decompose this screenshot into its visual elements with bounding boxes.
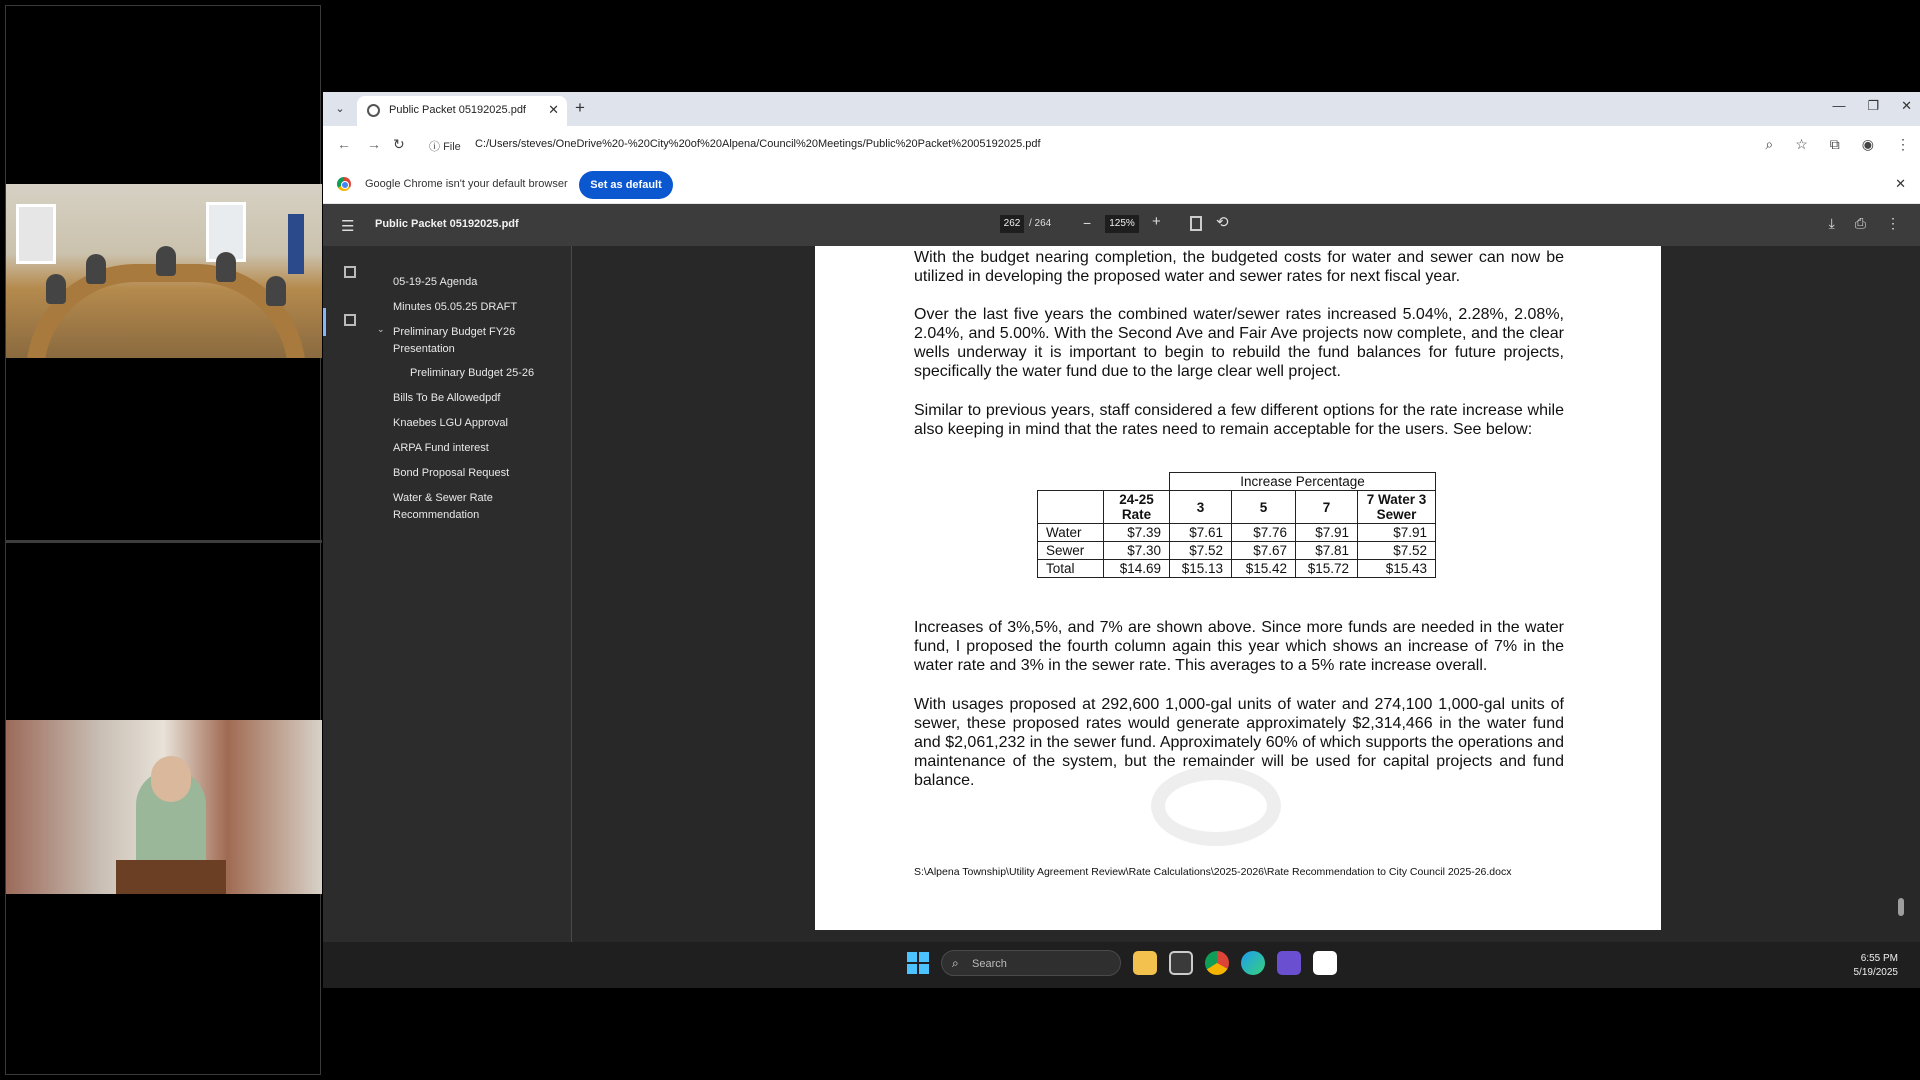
- col-header: 3: [1170, 491, 1232, 524]
- clock-date: 5/19/2025: [1853, 967, 1898, 978]
- pdf-actions: [1829, 215, 1900, 232]
- outline-item[interactable]: Bond Proposal Request: [393, 467, 510, 479]
- new-tab-icon[interactable]: +: [575, 98, 585, 117]
- outline-icon[interactable]: [344, 314, 356, 326]
- col-header: 24-25 Rate: [1104, 491, 1170, 524]
- search-icon: ⌕: [952, 956, 959, 970]
- fit-page-icon[interactable]: [1190, 216, 1202, 231]
- system-clock[interactable]: [1854, 952, 1899, 980]
- puzzle-icon[interactable]: ⧉: [1829, 136, 1840, 152]
- profile-icon[interactable]: ◉: [1861, 136, 1874, 152]
- col-header: 5: [1232, 491, 1296, 524]
- paragraph: Similar to previous years, staff considered a few different options for the rate increase while also keeping in mind that the rates need to remain acceptable for the users. See below:: [914, 402, 1564, 438]
- reload-icon[interactable]: ↻: [393, 136, 405, 152]
- pdf-page-area[interactable]: [573, 246, 1908, 942]
- page-number-input[interactable]: 262: [1000, 215, 1024, 233]
- set-as-default-button[interactable]: Set as default: [579, 171, 673, 199]
- windows-start-icon[interactable]: [907, 952, 929, 974]
- chevron-down-icon[interactable]: ⌄: [377, 324, 385, 334]
- outline-item[interactable]: ARPA Fund interest: [393, 442, 489, 454]
- table-group-row: [1038, 473, 1436, 491]
- outline-item[interactable]: Minutes 05.05.25 DRAFT: [393, 301, 518, 313]
- kebab-menu-icon[interactable]: ⋮: [1896, 136, 1910, 152]
- thumbnails-icon[interactable]: [344, 266, 356, 278]
- restore-icon[interactable]: ❐: [1867, 98, 1880, 113]
- table-row: Total $14.69 $15.13 $15.42 $15.72 $15.43: [1038, 560, 1436, 578]
- paragraph: Over the last five years the combined water/sewer rates increased 5.04%, 2.28%, 2.08%, 2.04%, and 5.00%. With the Second Ave and Fair Ave projects now complete, and the clear wells underway it is important to begin to rebuild the fund balances for future projects, specifically the water fund due to the large clear well project.: [914, 306, 1564, 380]
- url-scheme-label: File: [443, 141, 461, 153]
- zoom-level-input[interactable]: 125%: [1105, 215, 1139, 233]
- default-browser-infobar: [323, 164, 1920, 204]
- toolbar-actions: [1765, 136, 1910, 153]
- sidebar-toggle-icon[interactable]: ☰: [341, 218, 355, 235]
- outline-item[interactable]: Water & Sewer Rate Recommendation: [393, 492, 493, 521]
- more-options-icon[interactable]: ⋮: [1886, 215, 1900, 231]
- pdf-page: [815, 246, 1661, 930]
- windows-taskbar: [323, 942, 1920, 988]
- tab-search-icon[interactable]: ⌄: [335, 103, 345, 115]
- zoom-icon[interactable]: ⌕: [1765, 136, 1774, 152]
- download-icon[interactable]: ⤓: [1828, 215, 1835, 231]
- site-info-icon[interactable]: ⓘ File: [429, 141, 461, 153]
- outline-item[interactable]: Knaebes LGU Approval: [393, 417, 508, 429]
- chrome-logo-icon: [337, 177, 351, 191]
- close-icon[interactable]: ✕: [548, 102, 559, 117]
- table-header-row: [1038, 491, 1436, 524]
- page-total: / 264: [1029, 218, 1052, 229]
- browser-toolbar: [323, 126, 1920, 164]
- pdf-body: [323, 246, 1920, 942]
- pdf-toolbar: [323, 204, 1920, 246]
- council-chamber-video: [6, 184, 322, 358]
- outline-item[interactable]: Preliminary Budget FY26 Presentation: [393, 326, 516, 355]
- pdf-title: Public Packet 05192025.pdf: [375, 218, 519, 230]
- close-window-icon[interactable]: ✕: [1901, 98, 1912, 113]
- table-row: Water $7.39 $7.61 $7.76 $7.91 $7.91: [1038, 524, 1436, 542]
- search-placeholder: Search: [972, 958, 1007, 970]
- taskbar-search[interactable]: [941, 950, 1121, 976]
- tab-title: Public Packet 05192025.pdf: [389, 104, 526, 116]
- clock-time: 6:55 PM: [1860, 953, 1898, 964]
- col-header: 7: [1296, 491, 1358, 524]
- back-arrow-icon[interactable]: ←: [337, 136, 351, 152]
- paragraph: Increases of 3%,5%, and 7% are shown above. Since more funds are needed in the water fund, I proposed the fourth column again this year which shows an increase of 7% in the water rate and 3% in the sewer rate. This averages to a 5% rate increase overall.: [914, 619, 1564, 674]
- file-explorer-icon[interactable]: [1133, 951, 1157, 975]
- zoom-in-icon[interactable]: +: [1152, 213, 1161, 230]
- close-infobar-icon[interactable]: ✕: [1895, 176, 1906, 191]
- edge-icon[interactable]: [1241, 951, 1265, 975]
- minimize-icon[interactable]: —: [1832, 98, 1846, 113]
- scrollbar[interactable]: [1898, 250, 1904, 934]
- tab-strip: [323, 92, 1920, 126]
- url-text: C:/Users/steves/OneDrive%20-%20City%20of%20Alpena/Council%20Meetings/Public%20Packet%2005192025.pdf: [475, 138, 1041, 150]
- speaker-video: [6, 720, 322, 894]
- video-panel: [5, 5, 321, 1075]
- tab-public-packet[interactable]: [357, 96, 567, 126]
- print-icon[interactable]: ⎙: [1854, 215, 1866, 231]
- taskbar-icons: [907, 950, 1337, 976]
- group-header: Increase Percentage: [1170, 473, 1436, 491]
- scrollbar-thumb[interactable]: [1898, 898, 1904, 916]
- outline-item[interactable]: 05-19-25 Agenda: [393, 276, 478, 288]
- store-icon[interactable]: [1169, 951, 1193, 975]
- forward-arrow-icon[interactable]: →: [367, 136, 381, 152]
- g-app-icon[interactable]: [1313, 951, 1337, 975]
- table-row: Sewer $7.30 $7.52 $7.67 $7.81 $7.52: [1038, 542, 1436, 560]
- star-icon[interactable]: ☆: [1795, 136, 1808, 152]
- outline-item[interactable]: Bills To Be Allowedpdf: [393, 392, 501, 404]
- zoom-out-icon[interactable]: −: [1083, 215, 1092, 231]
- infobar-message: Google Chrome isn't your default browser: [365, 178, 568, 190]
- chrome-taskbar-icon[interactable]: [1205, 951, 1229, 975]
- rate-table: [1037, 472, 1436, 578]
- rotate-icon[interactable]: ⟲: [1216, 214, 1229, 231]
- pdf-sidebar: [323, 246, 572, 942]
- address-bar[interactable]: [423, 132, 1833, 158]
- browser-window: [323, 92, 1920, 988]
- paragraph: With usages proposed at 292,600 1,000-gal units of water and 274,100 1,000-gal units of sewer, these proposed rates would generate approximately $2,314,466 in the water fund and $2,061,232 in the sewer fund. Approximately 60% of which supports the operations and maintenance of the system, but the remainder will be used for capital projects and fund balance.: [914, 696, 1564, 789]
- col-header: 7 Water 3 Sewer: [1358, 491, 1436, 524]
- outline-item[interactable]: Preliminary Budget 25-26: [410, 367, 535, 379]
- document-footer-path: S:\Alpena Township\Utility Agreement Review\Rate Calculations\2025-2026\Rate Recommendation to City Council 2025-26.docx: [914, 866, 1512, 878]
- watermark-logo: [1151, 766, 1281, 846]
- globe-icon: [367, 104, 380, 117]
- paragraph: With the budget nearing completion, the budgeted costs for water and sewer can now be utilized in developing the proposed water and sewer rates for next fiscal year.: [914, 249, 1564, 285]
- window-controls: [1832, 98, 1912, 114]
- teams-icon[interactable]: [1277, 951, 1301, 975]
